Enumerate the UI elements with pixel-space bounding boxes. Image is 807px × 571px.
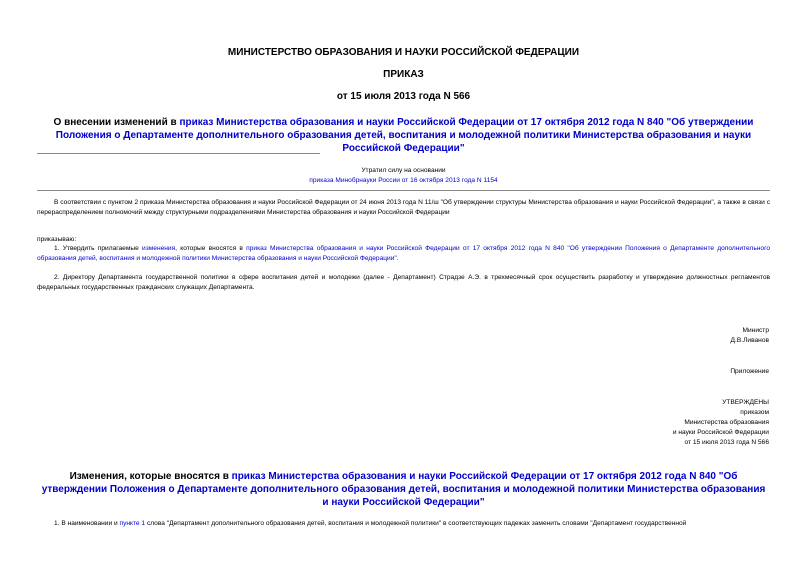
doc-date-number: от 15 июля 2013 года N 566	[336, 91, 471, 102]
title-prefix: О внесении изменений в	[53, 117, 180, 128]
point-1-link[interactable]: пункте 1	[119, 520, 146, 527]
item1-text-a: 1. Утвердить прилагаемые	[54, 245, 143, 252]
ministry-heading: МИНИСТЕРСТВО ОБРАЗОВАНИЯ И НАУКИ РОССИЙСКОЙ ФЕДЕРАЦИИ	[227, 47, 580, 58]
expired-link-line	[0, 176, 807, 186]
preamble-paragraph: В соответствии с пунктом 2 приказа Министерства образования и науки Российской Федерации от 24 июня 2013 года N 11/ш "Об утверждении структуры Министерства образования и науки Российской Федерации", а также в связи с перераспределением полномочий между структурными подразделениями Министерства образования и науки Российской Федерации	[37, 199, 770, 216]
changes-title	[40, 470, 767, 509]
approved-line-2: Министерства образования	[684, 419, 769, 426]
appendix-label: Приложение	[730, 368, 769, 375]
order-840-link[interactable]: приказ Министерства образования и науки Российской Федерации от 17 октября 2012 года N 840 "Об утверждении Положения о Департаменте дополнительного образования детей, воспитания и молодежной политики Министерства образования и науки Российской Федерации"	[37, 245, 770, 262]
order-item-1	[37, 244, 770, 264]
item1-text-c: .	[396, 255, 399, 262]
approved-line-4: от 15 июля 2013 года N 566	[684, 439, 769, 446]
expired-note: Утратил силу на основании	[361, 167, 446, 174]
approved-label: УТВЕРЖДЕНЫ	[722, 399, 769, 406]
changes-title-order-link[interactable]: приказ Министерства образования и науки Российской Федерации от 17 октября 2012 года N 840 "Об утверждении Положения о Департаменте дополнительного образования детей, воспитания и молодежной политики Министерства образования и науки Российской Федерации"	[41, 471, 766, 508]
item1-text-b: , которые вносятся в	[175, 245, 247, 252]
changes-item1-text-a: 1. В наименовании и	[54, 520, 120, 527]
approved-line-1: приказом	[740, 409, 769, 416]
title-order-link[interactable]: приказ Министерства образования и науки Российской Федерации от 17 октября 2012 года N 840 "Об утверждении Положения о Департаменте дополнительного образования детей, воспитания и молодежной политики Министерства образования и науки Российской Федерации"	[55, 117, 754, 154]
divider-long	[37, 190, 770, 191]
changes-title-prefix: Изменения, которые вносятся в	[69, 471, 232, 482]
signature-name: Д.В.Ливанов	[730, 337, 769, 344]
document-title	[40, 116, 767, 155]
signature-role: Министр	[742, 327, 769, 334]
changes-item1-text-b: слова "Департамент дополнительного образования детей, воспитания и молодежной политики" в соответствующих падежах заменить словами "Департамент государственной	[145, 520, 687, 527]
order-word: приказываю:	[37, 236, 77, 243]
approved-line-3: и науки Российской Федерации	[672, 429, 769, 436]
changes-link[interactable]: изменения	[142, 245, 176, 252]
doc-type-heading: ПРИКАЗ	[383, 69, 424, 80]
order-item-2: 2. Директору Департамента государственной политики в сфере воспитания детей и молодежи (далее - Департамент) Страдзе А.Э. в трехмесячный срок осуществить разработку и утверждение должностных регламентов федеральных государственных гражданских служащих Департамента.	[37, 274, 770, 291]
changes-item-1	[37, 519, 770, 529]
expired-order-link[interactable]: приказа Минобрнауки России от 16 октября 2013 года N 1154	[309, 177, 498, 184]
divider-short	[37, 153, 320, 154]
